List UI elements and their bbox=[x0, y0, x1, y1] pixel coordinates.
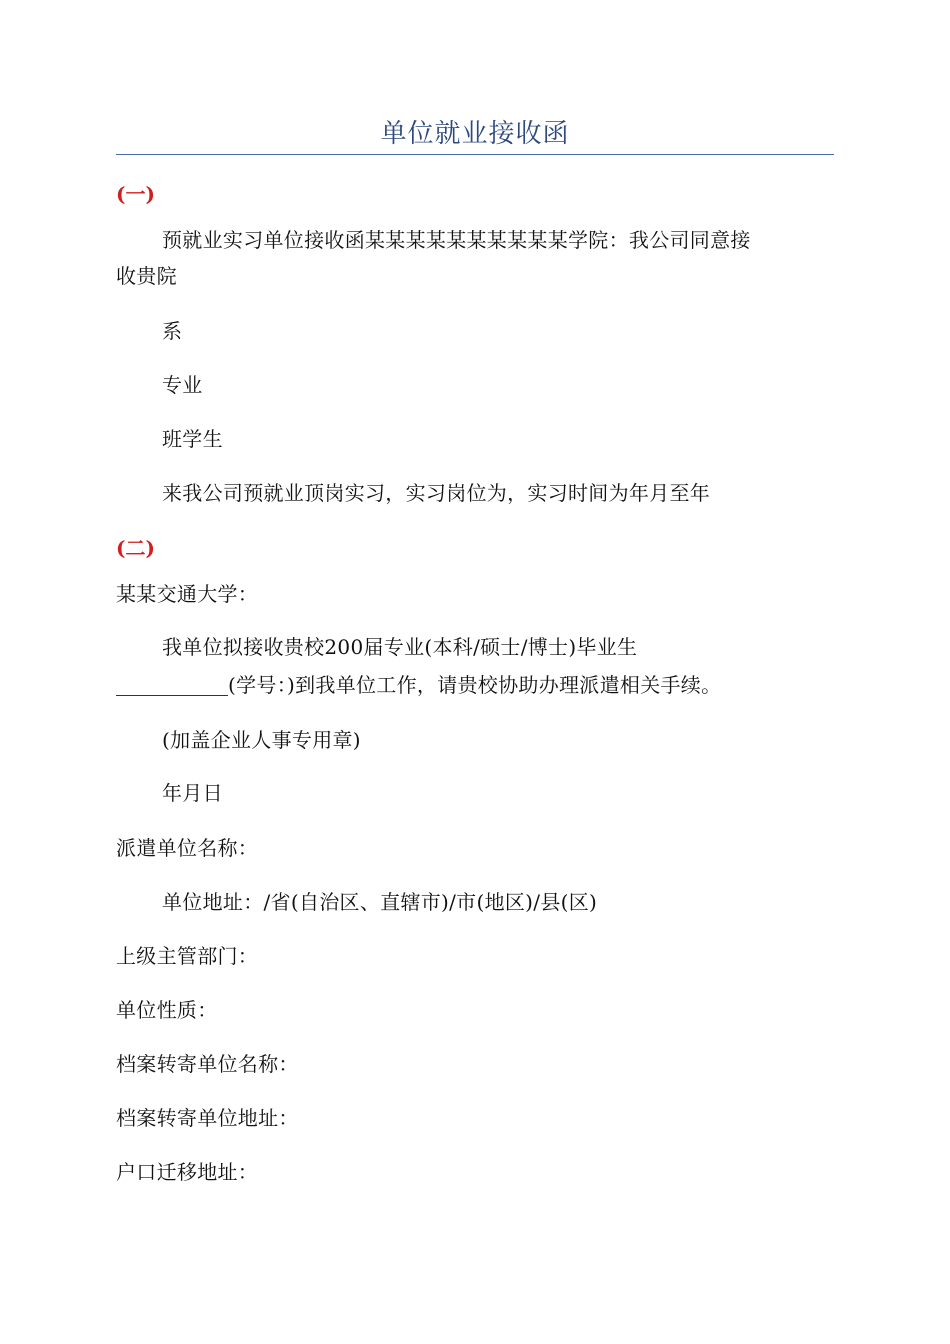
addressee-line: 某某交通大学： bbox=[116, 582, 259, 606]
unit-address-line: 单位地址：/省(自治区、直辖市)/市(地区)/县(区) bbox=[162, 890, 598, 914]
archive-unit-address-line: 档案转寄单位地址： bbox=[116, 1106, 299, 1130]
body-line-2 bbox=[116, 667, 834, 703]
major-line: 专业 bbox=[162, 373, 203, 397]
date-line: 年月日 bbox=[162, 781, 223, 805]
supervisor-line: 上级主管部门： bbox=[116, 944, 259, 968]
title-underline bbox=[116, 154, 834, 155]
body-line-2-text: (学号：)到我单位工作，请贵校协助办理派遣相关手续。 bbox=[228, 673, 722, 697]
document-page bbox=[116, 0, 834, 1344]
document-title: 单位就业接收函 bbox=[380, 119, 570, 149]
intro-line-2: 收贵院 bbox=[116, 264, 177, 288]
internship-line: 来我公司预就业顶岗实习，实习岗位为，实习时间为年月至年 bbox=[162, 481, 711, 505]
seal-line: (加盖企业人事专用章) bbox=[162, 728, 361, 752]
unit-nature-line: 单位性质： bbox=[116, 998, 218, 1022]
archive-unit-name-line: 档案转寄单位名称： bbox=[116, 1052, 299, 1076]
unit-name-line: 派遣单位名称： bbox=[116, 836, 259, 860]
section-heading-1: (一) bbox=[116, 182, 155, 206]
intro-line-1: 预就业实习单位接收函某某某某某某某某某某学院：我公司同意接 bbox=[162, 228, 751, 252]
department-line: 系 bbox=[162, 319, 183, 343]
body-line-1: 我单位拟接收贵校200届专业(本科/硕士/博士)毕业生 bbox=[162, 635, 638, 659]
student-name-blank bbox=[116, 673, 228, 696]
hukou-address-line: 户口迁移地址： bbox=[116, 1160, 259, 1184]
section-heading-2: (二) bbox=[116, 536, 155, 560]
student-line: 班学生 bbox=[162, 427, 223, 451]
